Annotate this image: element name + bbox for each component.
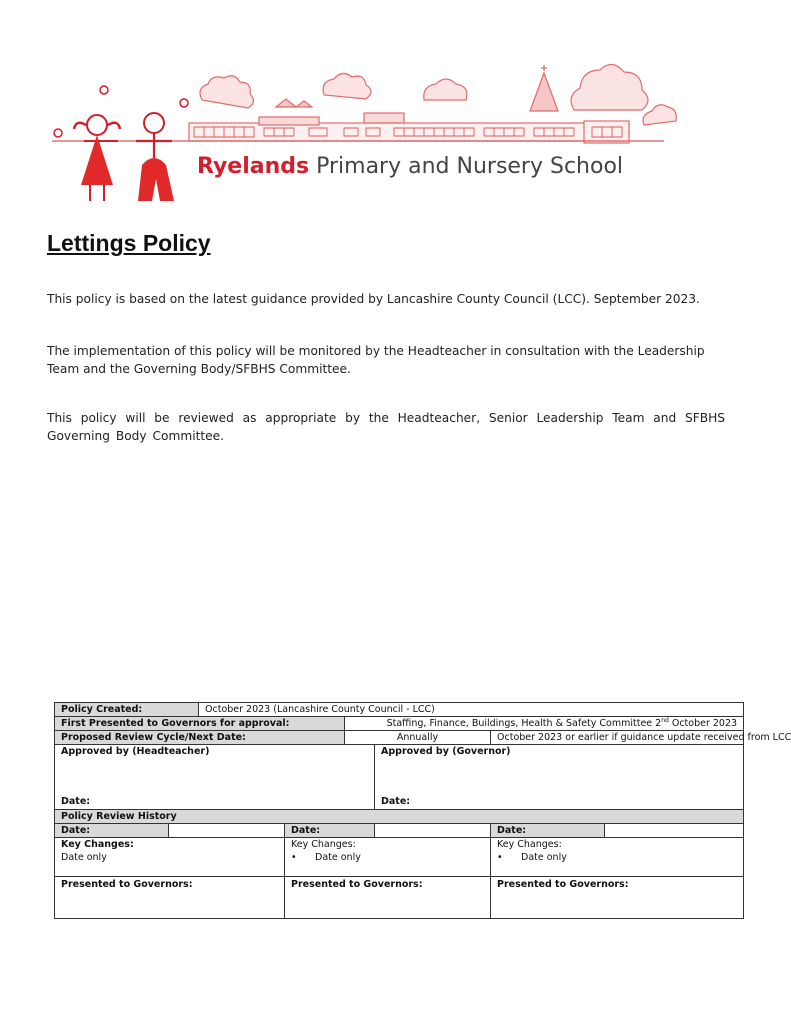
history-date-value-1 — [169, 824, 285, 838]
row-history-dates — [55, 824, 744, 838]
school-logo — [44, 55, 734, 210]
row-policy-created — [55, 703, 744, 717]
row-presented-governors — [55, 877, 744, 919]
presented-governors-1: Presented to Governors: — [55, 877, 285, 919]
approved-governor-cell — [375, 745, 744, 810]
key-changes-label-1: Key Changes: — [61, 839, 134, 850]
approved-headteacher-label: Approved by (Headteacher) — [61, 746, 210, 757]
row-key-changes — [55, 838, 744, 877]
presented-label: First Presented to Governors for approval: — [55, 717, 345, 731]
paragraph-guidance: This policy is based on the latest guidance provided by Lancashire County Council (LCC). September 2023. — [47, 292, 700, 306]
presented-value-end: October 2023 — [668, 718, 738, 729]
history-date-label-2: Date: — [285, 824, 375, 838]
presented-governors-2: Presented to Governors: — [285, 877, 491, 919]
row-history-header — [55, 810, 744, 824]
key-changes-cell-1 — [55, 838, 285, 877]
presented-value — [345, 717, 744, 731]
paragraph-monitoring: The implementation of this policy will be monitored by the Headteacher in consultation with the Leadership Team and the Governing Body/SFBHS Committee. — [47, 344, 705, 376]
headteacher-date-label: Date: — [61, 796, 91, 807]
presented-governors-3: Presented to Governors: — [491, 877, 744, 919]
history-date-label-3: Date: — [491, 824, 605, 838]
key-changes-bullet-2: • Date only — [291, 851, 484, 864]
key-changes-value-1: Date only — [61, 852, 107, 863]
key-changes-bullet-3: • Date only — [497, 851, 737, 864]
history-label: Policy Review History — [55, 810, 744, 824]
row-first-presented — [55, 717, 744, 731]
row-approvals — [55, 745, 744, 810]
review-next: October 2023 or earlier if guidance update received from LCC — [491, 731, 744, 745]
school-name — [197, 154, 623, 179]
building-illustration — [52, 64, 676, 143]
approved-governor-label: Approved by (Governor) — [381, 746, 511, 757]
review-cycle: Annually — [345, 731, 491, 745]
governor-date-label: Date: — [381, 796, 411, 807]
row-review-cycle — [55, 731, 744, 745]
key-changes-cell-2 — [285, 838, 491, 877]
school-name-accent: Ryelands — [197, 154, 310, 179]
presented-value-sup: nd — [661, 716, 669, 724]
key-changes-label-3: Key Changes: — [497, 839, 562, 850]
history-date-label-1: Date: — [55, 824, 169, 838]
key-changes-label-2: Key Changes: — [291, 839, 356, 850]
presented-value-main: Staffing, Finance, Buildings, Health & Safety Committee 2 — [386, 718, 662, 729]
page-title: Lettings Policy — [47, 230, 211, 256]
key-changes-cell-3 — [491, 838, 744, 877]
history-date-value-3 — [605, 824, 744, 838]
approved-headteacher-cell — [55, 745, 375, 810]
paragraph-review: This policy will be reviewed as appropriate by the Headteacher, Senior Leadership Team and SFBHS Governing Body Committee. — [47, 411, 725, 443]
created-label: Policy Created: — [55, 703, 199, 717]
created-value: October 2023 (Lancashire County Council - LCC) — [199, 703, 744, 717]
history-date-value-2 — [375, 824, 491, 838]
policy-info-table — [54, 702, 791, 919]
school-name-rest: Primary and Nursery School — [309, 154, 624, 179]
review-label: Proposed Review Cycle/Next Date: — [55, 731, 345, 745]
children-illustration — [54, 86, 188, 201]
